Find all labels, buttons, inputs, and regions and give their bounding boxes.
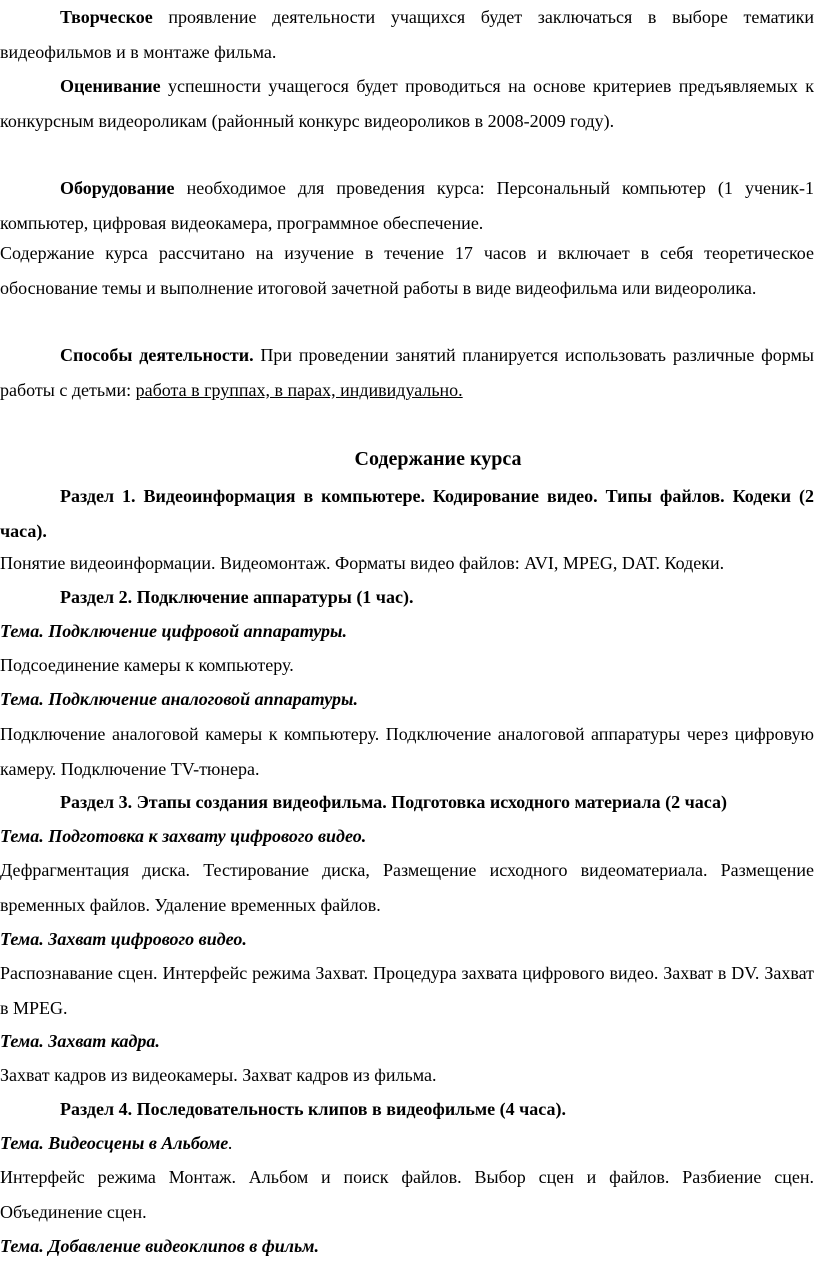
course-title: Содержание курса bbox=[354, 448, 522, 470]
section-2-topic-1: Тема. Подключение цифровой аппаратуры. bbox=[0, 621, 348, 641]
section-3-heading: Раздел 3. Этапы создания видеофильма. Подготовка исходного материала (2 часа) bbox=[60, 792, 727, 812]
section-2-topic-2-text: Подключение аналоговой камеры к компьютеру. Подключение аналоговой аппаратуры через цифровую камеру. Подключение TV-тюнера. bbox=[0, 724, 814, 779]
term-equipment: Оборудование bbox=[60, 178, 175, 198]
paragraph-course-content: Содержание курса рассчитано на изучение в течение 17 часов и включает в себя теоретическое обоснование темы и выполнение итоговой зачетной работы в виде видеофильма или видеоролика. bbox=[0, 243, 814, 298]
paragraph-creative-text: проявление деятельности учащихся будет заключаться в выборе тематики видеофильмов и в монтаже фильма. bbox=[0, 7, 814, 62]
term-assessment: Оценивание bbox=[60, 76, 161, 96]
section-3-topic-2-text: Распознавание сцен. Интерфейс режима Захват. Процедура захвата цифрового видео. Захват в DV. Захват в MPEG. bbox=[0, 963, 814, 1018]
paragraph-equipment bbox=[0, 171, 814, 241]
section-4-topic-1-dot: . bbox=[228, 1133, 233, 1153]
section-4-topic-1-text: Интерфейс режима Монтаж. Альбом и поиск файлов. Выбор сцен и файлов. Разбиение сцен. Объединение сцен. bbox=[0, 1167, 814, 1222]
paragraph-creative bbox=[0, 0, 814, 70]
section-3-topic-1-text: Дефрагментация диска. Тестирование диска, Размещение исходного видеоматериала. Размещение временных файлов. Удаление временных файлов. bbox=[0, 860, 814, 915]
section-3-topic-1: Тема. Подготовка к захвату цифрового видео. bbox=[0, 826, 367, 846]
paragraph-methods-text: При проведении занятий планируется использовать различные формы работы с детьми: bbox=[0, 345, 814, 400]
section-2-heading: Раздел 2. Подключение аппаратуры (1 час). bbox=[60, 587, 414, 607]
section-3-topic-3: Тема. Захват кадра. bbox=[0, 1031, 160, 1051]
term-creative: Творческое bbox=[60, 7, 153, 27]
paragraph-methods-underlined: работа в группах, в парах, индивидуально. bbox=[135, 379, 463, 400]
paragraph-methods bbox=[0, 338, 814, 408]
section-4-heading: Раздел 4. Последовательность клипов в видеофильме (4 часа). bbox=[60, 1099, 566, 1119]
section-1-heading: Раздел 1. Видеоинформация в компьютере. Кодирование видео. Типы файлов. Кодеки (2 часа). bbox=[0, 486, 814, 541]
section-4-topic-1-title: Тема. Видеосцены в Альбоме bbox=[0, 1133, 229, 1153]
section-3-topic-2: Тема. Захват цифрового видео. bbox=[0, 929, 247, 949]
section-2-topic-1-text: Подсоединение камеры к компьютеру. bbox=[0, 655, 294, 675]
paragraph-assessment-text: успешности учащегося будет проводиться на основе критериев предъявляемых к конкурсным видеороликам (районный конкурс видеороликов в 2008-2009 году). bbox=[0, 76, 814, 131]
term-methods: Способы деятельности. bbox=[60, 345, 254, 365]
section-3-topic-3-text: Захват кадров из видеокамеры. Захват кадров из фильма. bbox=[0, 1065, 437, 1085]
section-4-topic-1 bbox=[0, 1126, 814, 1161]
section-1-text: Понятие видеоинформации. Видеомонтаж. Форматы видео файлов: AVI, MPEG, DAT. Кодеки. bbox=[0, 553, 725, 573]
section-2-topic-2: Тема. Подключение аналоговой аппаратуры. bbox=[0, 689, 358, 709]
paragraph-equipment-text: необходимое для проведения курса: Персональный компьютер (1 ученик-1 компьютер, цифровая видеокамера, программное обеспечение. bbox=[0, 178, 814, 233]
section-4-topic-2: Тема. Добавление видеоклипов в фильм. bbox=[0, 1236, 320, 1256]
paragraph-assessment bbox=[0, 69, 814, 139]
